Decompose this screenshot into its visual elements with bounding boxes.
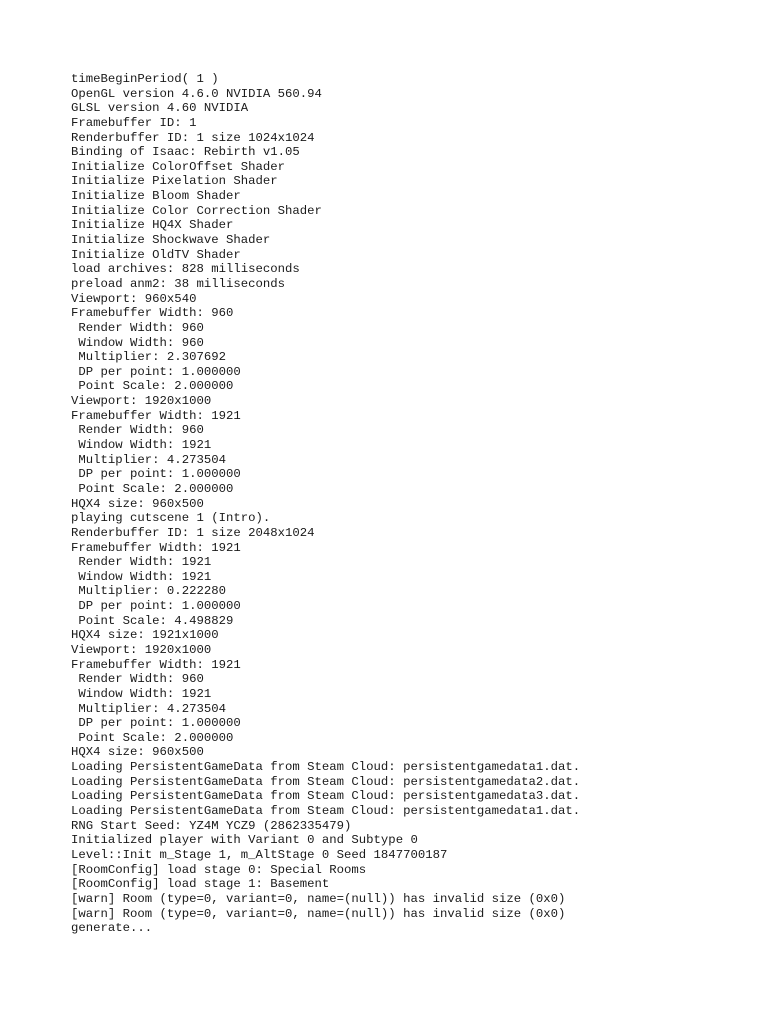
log-line: [RoomConfig] load stage 0: Special Rooms xyxy=(71,862,367,877)
log-line: preload anm2: 38 milliseconds xyxy=(71,276,286,291)
log-line: Render Width: 960 xyxy=(71,423,204,438)
log-line: Loading PersistentGameData from Steam Cloud: persistentgamedata1.dat. xyxy=(71,760,581,775)
log-line: Loading PersistentGameData from Steam Cloud: persistentgamedata3.dat. xyxy=(71,789,581,804)
log-line: Viewport: 960x540 xyxy=(71,291,197,306)
log-line: load archives: 828 milliseconds xyxy=(71,262,300,277)
log-line: Viewport: 1920x1000 xyxy=(71,394,212,409)
log-line: Renderbuffer ID: 1 size 2048x1024 xyxy=(71,525,315,540)
log-line: Point Scale: 2.000000 xyxy=(71,379,234,394)
log-line: Render Width: 960 xyxy=(71,672,204,687)
log-line: Initialize ColorOffset Shader xyxy=(71,159,286,174)
log-line: Initialize Color Correction Shader xyxy=(71,203,322,218)
log-line: Initialize Shockwave Shader xyxy=(71,233,271,248)
log-line: Point Scale: 2.000000 xyxy=(71,481,234,496)
log-line: Window Width: 1921 xyxy=(71,686,212,701)
log-line: Initialize Bloom Shader xyxy=(71,189,241,204)
log-line: Initialize Pixelation Shader xyxy=(71,174,278,189)
log-line: Framebuffer Width: 1921 xyxy=(71,540,241,555)
log-line: Window Width: 1921 xyxy=(71,438,212,453)
log-line: Framebuffer Width: 960 xyxy=(71,306,234,321)
log-line: [RoomConfig] load stage 1: Basement xyxy=(71,877,330,892)
log-line: Level::Init m_Stage 1, m_AltStage 0 Seed 1847700187 xyxy=(71,847,448,862)
log-line: playing cutscene 1 (Intro). xyxy=(71,511,271,526)
log-line: HQX4 size: 960x500 xyxy=(71,745,204,760)
log-line: DP per point: 1.000000 xyxy=(71,364,241,379)
log-line: Framebuffer Width: 1921 xyxy=(71,657,241,672)
log-line: DP per point: 1.000000 xyxy=(71,716,241,731)
log-line: HQX4 size: 1921x1000 xyxy=(71,628,219,643)
log-line: HQX4 size: 960x500 xyxy=(71,496,204,511)
log-line: Multiplier: 0.222280 xyxy=(71,584,226,599)
log-line: Binding of Isaac: Rebirth v1.05 xyxy=(71,145,300,160)
log-line: [warn] Room (type=0, variant=0, name=(null)) has invalid size (0x0) xyxy=(71,891,566,906)
log-line: timeBeginPeriod( 1 ) xyxy=(71,72,219,86)
log-line: Initialize OldTV Shader xyxy=(71,247,241,262)
log-line: Viewport: 1920x1000 xyxy=(71,642,212,657)
log-line: Renderbuffer ID: 1 size 1024x1024 xyxy=(71,130,315,145)
log-line: Point Scale: 4.498829 xyxy=(71,613,234,628)
log-line: DP per point: 1.000000 xyxy=(71,599,241,614)
log-line: [warn] Room (type=0, variant=0, name=(null)) has invalid size (0x0) xyxy=(71,906,566,921)
log-line: Framebuffer ID: 1 xyxy=(71,115,197,130)
log-text-block xyxy=(71,72,751,936)
log-line: GLSL version 4.60 NVIDIA xyxy=(71,101,249,116)
log-line: RNG Start Seed: YZ4M YCZ9 (2862335479) xyxy=(71,818,352,833)
log-line: generate... xyxy=(71,921,153,936)
log-line: Point Scale: 2.000000 xyxy=(71,730,234,745)
log-line: Framebuffer Width: 1921 xyxy=(71,408,241,423)
log-line: Initialized player with Variant 0 and Subtype 0 xyxy=(71,833,418,848)
log-line: Window Width: 1921 xyxy=(71,569,212,584)
log-document xyxy=(71,72,751,936)
log-line: Loading PersistentGameData from Steam Cloud: persistentgamedata1.dat. xyxy=(71,804,581,819)
log-line: OpenGL version 4.6.0 NVIDIA 560.94 xyxy=(71,86,322,101)
log-line: Loading PersistentGameData from Steam Cloud: persistentgamedata2.dat. xyxy=(71,774,581,789)
log-line: Render Width: 1921 xyxy=(71,555,212,570)
log-line: Window Width: 960 xyxy=(71,335,204,350)
log-line: Multiplier: 4.273504 xyxy=(71,452,226,467)
log-line: Multiplier: 2.307692 xyxy=(71,350,226,365)
log-line: Render Width: 960 xyxy=(71,320,204,335)
log-line: Multiplier: 4.273504 xyxy=(71,701,226,716)
log-line: DP per point: 1.000000 xyxy=(71,467,241,482)
log-line: Initialize HQ4X Shader xyxy=(71,218,234,233)
